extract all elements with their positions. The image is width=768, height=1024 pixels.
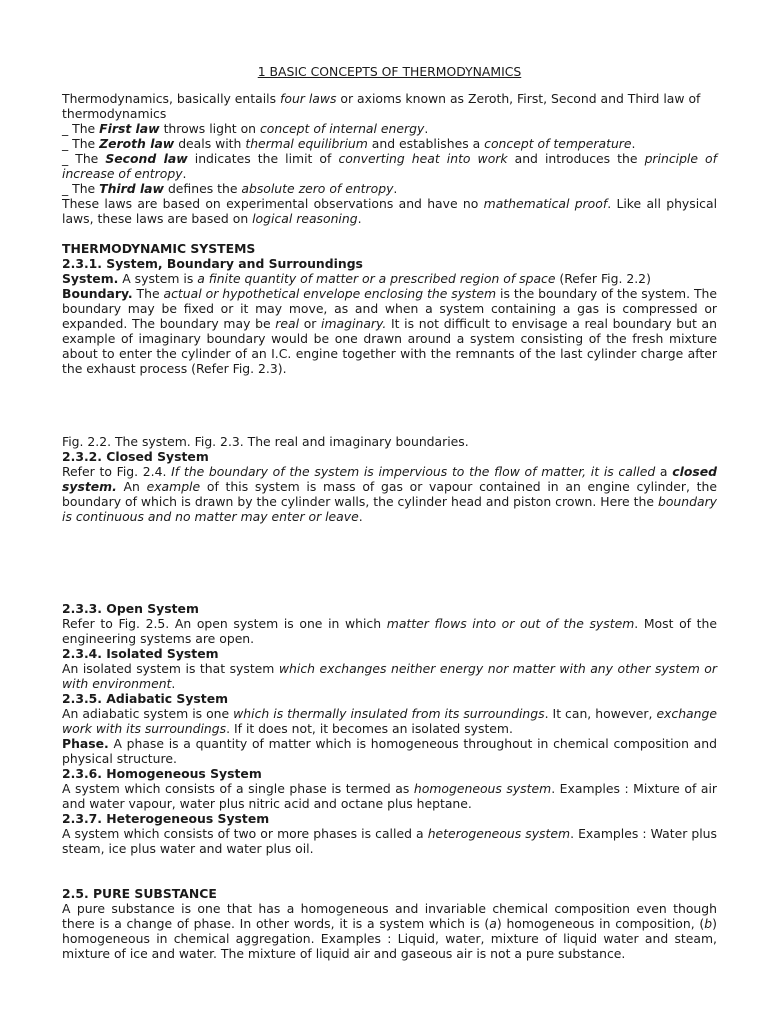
law-name: Zeroth law <box>99 136 175 151</box>
term-label: Phase. <box>62 736 109 751</box>
paragraph-text: . Examples : Water plus steam, ice plus water and water plus oil. <box>62 826 717 856</box>
section-2-3-1-heading: 2.3.1. System, Boundary and Surroundings <box>62 256 363 271</box>
paragraph-emphasis: mathematical proof <box>483 196 608 211</box>
paragraph-text: . Examples : Mixture of air and water vapour, water plus nitric acid and octane plus heptane. <box>62 781 717 811</box>
term-label: System. <box>62 271 119 286</box>
zeroth-law-line <box>62 136 717 151</box>
open-system-paragraph <box>62 616 717 646</box>
paragraph-text: of this system is mass of gas or vapour contained in an engine cylinder, the boundary of which is drawn by the cylinder walls, the cylinder head and piston crown. Here the <box>62 479 717 509</box>
adiabatic-system-paragraph <box>62 706 717 736</box>
law-text: and establishes a <box>367 136 485 151</box>
intro-emphasis: four laws <box>280 91 337 106</box>
paragraph-emphasis: homogeneous system <box>413 781 552 796</box>
law-name: First law <box>99 121 160 136</box>
paragraph-text: ) homogeneous in composition, ( <box>496 916 705 931</box>
intro-text: Thermodynamics, basically entails <box>62 91 280 106</box>
paragraph-text: Refer to Fig. 2.5. An open system is one in which <box>62 616 387 631</box>
boundary-definition <box>62 286 717 376</box>
second-law-line <box>62 151 717 181</box>
paragraph-text: or <box>299 316 322 331</box>
paragraph-text: is the boundary of the system. The boundary may be fixed or it may move, as and when a system containing a gas is compressed or expanded. The boundary may be <box>62 286 718 331</box>
section-2-3-4-heading: 2.3.4. Isolated System <box>62 646 219 661</box>
law-text: . <box>631 136 636 151</box>
paragraph-text: An <box>116 479 147 494</box>
paragraph-emphasis: example <box>146 479 201 494</box>
intro-paragraph <box>62 91 717 121</box>
paragraph-emphasis: logical reasoning <box>252 211 358 226</box>
intro-text-2: or axioms known as Zeroth, First, Second and Third law of thermodynamics <box>62 91 701 121</box>
section-2-3-2-heading: 2.3.2. Closed System <box>62 449 209 464</box>
paragraph-text: A system is <box>118 271 198 286</box>
law-name: Second law <box>105 151 188 166</box>
paragraph-text: . <box>358 509 363 524</box>
law-text: throws light on <box>159 121 260 136</box>
paragraph-text: ) homogeneous in chemical aggregation. Examples : Liquid, water, mixture of liquid water and steam, mixture of ice and water. The mixture of liquid air and gaseous air is not a pure substance. <box>62 916 717 961</box>
section-2-3-3-heading: 2.3.3. Open System <box>62 601 199 616</box>
third-law-line <box>62 181 717 196</box>
paragraph-text: . It can, however, <box>544 706 657 721</box>
paragraph-emphasis: If the boundary of the system is impervious to the flow of matter, it is called <box>171 464 656 479</box>
figure-placeholder <box>62 376 717 434</box>
paragraph-text: . If it does not, it becomes an isolated system. <box>226 721 513 736</box>
paragraph-text: (Refer Fig. 2.2) <box>555 271 651 286</box>
bullet-prefix: _ The <box>62 151 106 166</box>
section-2-3-6-heading: 2.3.6. Homogeneous System <box>62 766 262 781</box>
paragraph-text: . Most of the engineering systems are open. <box>62 616 718 646</box>
laws-basis-paragraph <box>62 196 717 226</box>
law-emphasis: absolute zero of entropy <box>241 181 394 196</box>
paragraph-text: The <box>132 286 164 301</box>
paragraph-text: A system which consists of a single phase is termed as <box>62 781 414 796</box>
term-label: Boundary. <box>62 286 133 301</box>
bullet-prefix: _ The <box>62 121 100 136</box>
paragraph-text: A phase is a quantity of matter which is homogeneous throughout in chemical composition and physical structure. <box>62 736 717 766</box>
paragraph-emphasis: heterogeneous system <box>427 826 571 841</box>
section-2-3-5-heading: 2.3.5. Adiabatic System <box>62 691 229 706</box>
law-emphasis: concept of internal energy <box>259 121 425 136</box>
spacer <box>62 856 717 886</box>
homogeneous-system-paragraph <box>62 781 717 811</box>
paragraph-text: An adiabatic system is one <box>62 706 234 721</box>
paragraph-text: . Like all physical laws, these laws are based on <box>62 196 718 226</box>
law-emphasis: thermal equilibrium <box>245 136 368 151</box>
paragraph-emphasis: which is thermally insulated from its surroundings <box>233 706 545 721</box>
law-text: indicates the limit of <box>187 151 339 166</box>
law-text: . <box>393 181 398 196</box>
paragraph-text: a <box>655 464 673 479</box>
section-2-5-heading: 2.5. PURE SUBSTANCE <box>62 886 217 901</box>
system-definition <box>62 271 717 286</box>
figure-caption: Fig. 2.2. The system. Fig. 2.3. The real and imaginary boundaries. <box>62 434 469 449</box>
paragraph-text: These laws are based on experimental observations and have no <box>62 196 484 211</box>
first-law-line <box>62 121 717 136</box>
paragraph-text: . <box>171 676 176 691</box>
systems-heading: THERMODYNAMIC SYSTEMS <box>62 241 256 256</box>
paragraph-emphasis: which exchanges neither energy nor matter with any other system or with environment <box>62 661 717 691</box>
paragraph-emphasis: matter flows into or out of the system <box>386 616 635 631</box>
spacer <box>62 226 717 241</box>
document-body <box>62 64 717 961</box>
pure-substance-paragraph <box>62 901 717 961</box>
paragraph-text: It is not difficult to envisage a real boundary but an example of imaginary boundary would be one drawn around a system consisting of the fresh mixture about to enter the cylinder of an I.C. engine together with the remnants of the last cylinder charge after the exhaust process (Refer Fig. 2.3). <box>62 316 717 376</box>
closed-system-paragraph <box>62 464 717 524</box>
figure-placeholder <box>62 524 717 601</box>
law-text: defines the <box>164 181 242 196</box>
paragraph-text: An isolated system is that system <box>62 661 279 676</box>
law-text: . <box>182 166 187 181</box>
paragraph-text: A system which consists of two or more phases is called a <box>62 826 428 841</box>
law-emphasis: concept of temperature <box>484 136 632 151</box>
paragraph-emphasis: exchange work with its surroundings <box>62 706 717 736</box>
law-emphasis: converting heat into work <box>338 151 508 166</box>
section-2-3-7-heading: 2.3.7. Heterogeneous System <box>62 811 270 826</box>
term-emphasis: closed system. <box>62 464 717 494</box>
paragraph-emphasis: b <box>704 916 713 931</box>
paragraph-emphasis: boundary is continuous and no matter may enter or leave <box>62 494 717 524</box>
isolated-system-paragraph <box>62 661 717 691</box>
paragraph-emphasis: actual or hypothetical envelope enclosing the system <box>163 286 497 301</box>
paragraph-text: A pure substance is one that has a homogeneous and invariable chemical composition even though there is a change of phase. In other words, it is a system which is ( <box>62 901 717 931</box>
paragraph-text: Refer to Fig. 2.4. <box>62 464 172 479</box>
paragraph-text: . <box>357 211 362 226</box>
paragraph-emphasis: imaginary. <box>321 316 387 331</box>
law-text: . <box>424 121 429 136</box>
heterogeneous-system-paragraph <box>62 826 717 856</box>
law-text: deals with <box>174 136 246 151</box>
paragraph-emphasis: a <box>489 916 497 931</box>
law-text: and introduces the <box>507 151 645 166</box>
document-title: 1 BASIC CONCEPTS OF THERMODYNAMICS <box>257 64 522 79</box>
paragraph-emphasis: real <box>275 316 300 331</box>
phase-definition <box>62 736 717 766</box>
law-emphasis: principle of increase of entropy <box>62 151 717 181</box>
bullet-prefix: _ The <box>62 181 100 196</box>
paragraph-emphasis: a finite quantity of matter or a prescribed region of space <box>197 271 556 286</box>
law-name: Third law <box>99 181 164 196</box>
bullet-prefix: _ The <box>62 136 100 151</box>
